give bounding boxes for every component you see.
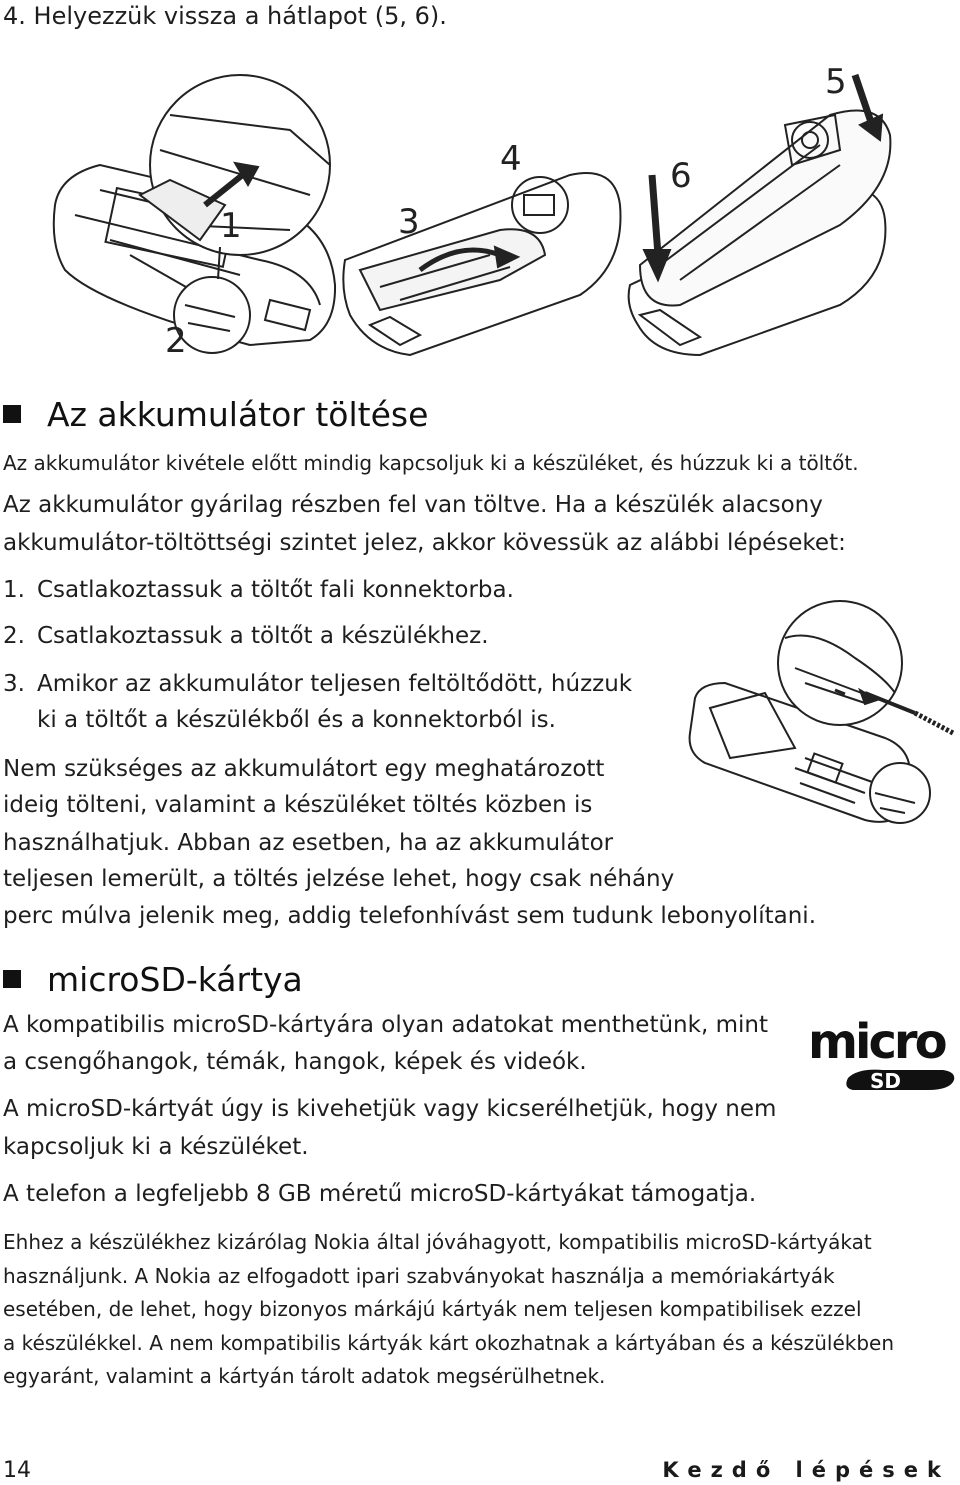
microsd-note-line2: használjunk. A Nokia az elfogadott ipari szabványokat használja a memóriakártyák (3, 1264, 835, 1288)
battery-step-1: 1. Csatlakoztassuk a töltőt fali konnektorba. (3, 577, 514, 603)
label-3: 3 (398, 202, 420, 242)
charger-illustration (685, 598, 957, 828)
battery-para2-line5: perc múlva jelenik meg, addig telefonhívást sem tudunk lebonyolítani. (3, 903, 817, 929)
svg-text:SD: SD (870, 1069, 902, 1092)
microsd-note-line3: esetében, de lehet, hogy bizonyos márkájú kártyák nem teljesen kompatibilisek ezzel (3, 1297, 862, 1321)
battery-para2-line1: Nem szükséges az akkumulátort egy meghatározott (3, 756, 605, 782)
microsd-note-line4: a készülékkel. A nem kompatibilis kártyák kárt okozhatnak a kártyában és a készülékben (3, 1331, 895, 1355)
battery-para2-line2: ideig tölteni, valamint a készüléket töltés közben is (3, 792, 593, 818)
battery-intro: Az akkumulátor kivétele előtt mindig kapcsoljuk ki a készüléket, és húzzuk ki a töltőt. (3, 451, 859, 475)
label-1: 1 (220, 206, 242, 246)
heading-bullet-icon (3, 405, 21, 423)
microsd-note-line1: Ehhez a készülékhez kizárólag Nokia által jóváhagyott, kompatibilis microSD-kártyákat (3, 1230, 872, 1254)
assembly-illustration (40, 55, 900, 365)
footer-section-title: Kezdő lépések (662, 1458, 950, 1482)
microsd-para2-line2: kapcsoljuk ki a készüléket. (3, 1134, 309, 1160)
microsd-para2-line1: A microSD-kártyát úgy is kivehetjük vagy kicserélhetjük, hogy nem (3, 1096, 777, 1122)
battery-step-3-cont: ki a töltőt a készülékből és a konnektorból is. (37, 707, 556, 733)
heading-bullet-icon (3, 970, 21, 988)
battery-para2-line3: használhatjuk. Abban az esetben, ha az akkumulátor (3, 830, 614, 856)
microsd-para1-line2: a csengőhangok, témák, hangok, képek és videók. (3, 1049, 587, 1075)
battery-step-3: 3. Amikor az akkumulátor teljesen feltöltődött, húzzuk (3, 671, 633, 697)
label-2: 2 (165, 321, 187, 361)
phone-battery-middle (343, 173, 620, 355)
label-6: 6 (670, 156, 692, 196)
battery-para1-line2: akkumulátor-töltöttségi szintet jelez, akkor kövessük az alábbi lépéseket: (3, 530, 846, 556)
label-4: 4 (500, 139, 522, 179)
page-number: 14 (3, 1458, 31, 1483)
section-heading-battery: Az akkumulátor töltése (3, 395, 428, 434)
section-heading-microsd: microSD-kártya (3, 960, 303, 999)
battery-para2-line4: teljesen lemerült, a töltés jelzése lehet, hogy csak néhány (3, 866, 675, 892)
phone-cover-right (629, 75, 891, 355)
microsd-para1-line1: A kompatibilis microSD-kártyára olyan adatokat menthetünk, mint (3, 1012, 768, 1038)
step-4: 4. Helyezzük vissza a hátlapot (5, 6). (3, 2, 447, 30)
battery-step-2: 2. Csatlakoztassuk a töltőt a készülékhez. (3, 623, 489, 649)
svg-text:micro: micro (808, 1014, 945, 1070)
microsd-note-line5: egyaránt, valamint a kártyán tárolt adatok megsérülhetnek. (3, 1364, 606, 1388)
label-5: 5 (825, 62, 847, 102)
microsd-logo (808, 1012, 956, 1092)
microsd-para3: A telefon a legfeljebb 8 GB méretű microSD-kártyákat támogatja. (3, 1181, 757, 1207)
battery-para1-line1: Az akkumulátor gyárilag részben fel van töltve. Ha a készülék alacsony (3, 492, 823, 518)
